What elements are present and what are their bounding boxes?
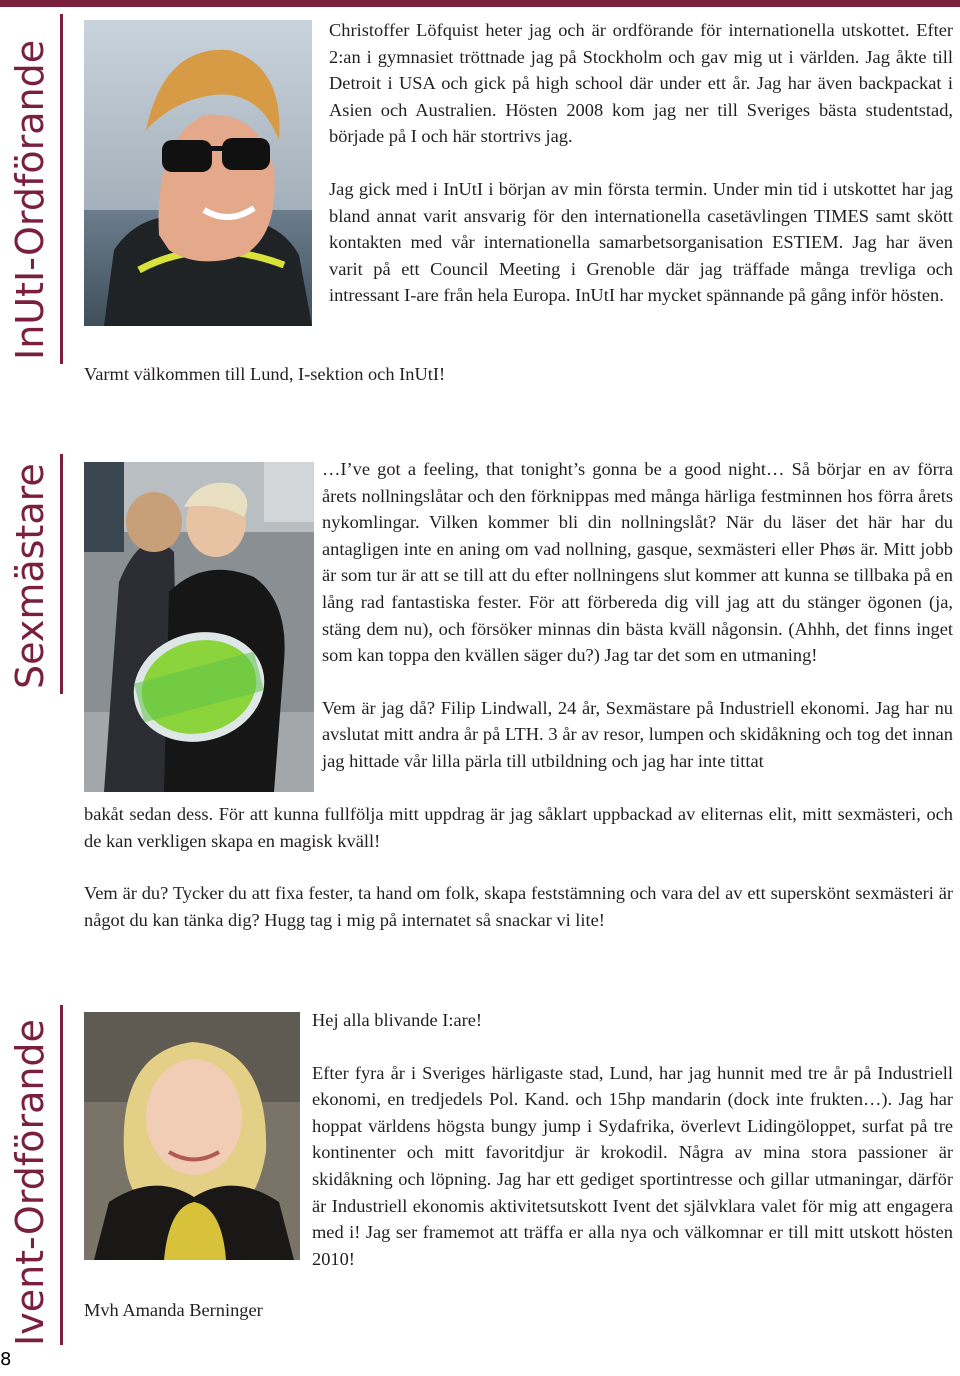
sexmastare-paragraph-2b: bakåt sedan dess. För att kunna fullfölja mitt uppdrag är jag såklart uppbackad av eliternas elit, mitt sexmästeri, och de kan verkligen skapa en magisk kväll! xyxy=(84,804,953,851)
section-divider-inuti xyxy=(60,14,63,364)
sexmastare-body-continued xyxy=(84,801,953,933)
inuti-paragraph-2: Jag gick med i InUtI i början av min första termin. Under min tid i utskottet har jag bland annat varit ansvarig för den internationella casetävlingen TIMES samt skött kontakten med vår internationella samarbetsorganisation ESTIEM. Jag har även varit på ett Council Meeting i Grenoble där jag träffade många trevliga och intressant I-are från hela Europa. InUtI har mycket spännande på gång inför hösten. xyxy=(329,178,953,306)
inuti-body xyxy=(329,17,953,309)
ivent-body xyxy=(312,1007,953,1272)
ivent-paragraph-1: Efter fyra år i Sveriges härligaste stad, Lund, har jag hunnit med tre år på Industriell ekonomi, en tredjedels Pol. Kand. och 15hp mandarin (dock inte frukten…). Jag har hoppat världens högsta bungy jump i Sydafrika, överlevt Lidingöloppet, surfat på tre kontinenter och mitt favoritdjur är krokodil. Några av mina stora passioner är skidåkning och löpning. Jag har ett gediget sportintresse och gillar utmaningar, därför är Industriell ekonomis aktivitetsutskott Ivent det självklara valet för mig att engagera med i! Jag ser framemot att träffa er alla nya och välkomnar er till mitt utskott hösten 2010! xyxy=(312,1062,953,1269)
section-divider-sexmastare xyxy=(60,454,63,694)
ivent-greeting: Hej alla blivande I:are! xyxy=(312,1010,483,1030)
inuti-paragraph-1: Christoffer Löfquist heter jag och är ordförande för internationella utskottet. Efter 2:an i gymnasiet tröttnade jag på Stockholm och gav mig ut i världen. Jag åkte till Detroit i USA och gick på high school där under ett år. Jag har även backpackat i Asien och Australien. Hösten 2008 kom jag ner till Sveriges bästa studentstad, började på I och här stortrivs jag. xyxy=(329,20,953,147)
section-heading-ivent: Ivent-Ordförande xyxy=(8,1019,52,1346)
inuti-closing: Varmt välkommen till Lund, I-sektion och InUtI! xyxy=(84,364,446,384)
portrait-photo-filip xyxy=(84,462,314,792)
sexmastare-paragraph-1: …I’ve got a feeling, that tonight’s gonna be a good night… Så börjar en av förra årets nollningslåtar och den förknippas med många härliga festminnen hos förra årets nykomlingar. Vilken kommer bli din nollningslåt? När du läser det här har du antagligen inte en aning om vad nollning, gasque, sexmästeri eller Phøs är. Mitt jobb är som tur är att se till att du efter nollningens slut kommer att kunna se tillbaka på en lång rad fantastiska fester. För att förbereda dig vill jag att du stänger ögonen (ja, stäng dem nu), och försöker minnas din bästa kväll någonsin. (Ahhh, det finns inget som kan toppa den kvällen säger du?) Jag tar det som en utmaning! xyxy=(322,459,953,666)
ivent-signature: Mvh Amanda Berninger xyxy=(84,1300,263,1320)
portrait-photo-amanda xyxy=(84,1012,300,1260)
page-number: 8 xyxy=(0,1349,12,1370)
section-heading-sexmastare: Sexmästare xyxy=(8,463,52,689)
sexmastare-paragraph-3: Vem är du? Tycker du att fixa fester, ta hand om folk, skapa feststämning och vara del av ett superskönt sexmästeri är något du kan tänka dig? Hugg tag i mig på internatet så snackar vi lite! xyxy=(84,883,953,930)
sexmastare-body xyxy=(322,456,953,775)
portrait-photo-christoffer xyxy=(84,20,312,326)
section-heading-inuti: InUtI-Ordförande xyxy=(8,39,52,360)
section-divider-ivent xyxy=(60,1005,63,1345)
sexmastare-paragraph-2a: Vem är jag då? Filip Lindwall, 24 år, Sexmästare på Industriell ekonomi. Jag har nu avslutat mitt andra år på LTH. 3 år av resor, lumpen och skidåkning och tog det innan jag hittade vår lilla pärla till utbildning och jag har inte tittat xyxy=(322,697,953,771)
top-accent-bar xyxy=(0,0,960,7)
